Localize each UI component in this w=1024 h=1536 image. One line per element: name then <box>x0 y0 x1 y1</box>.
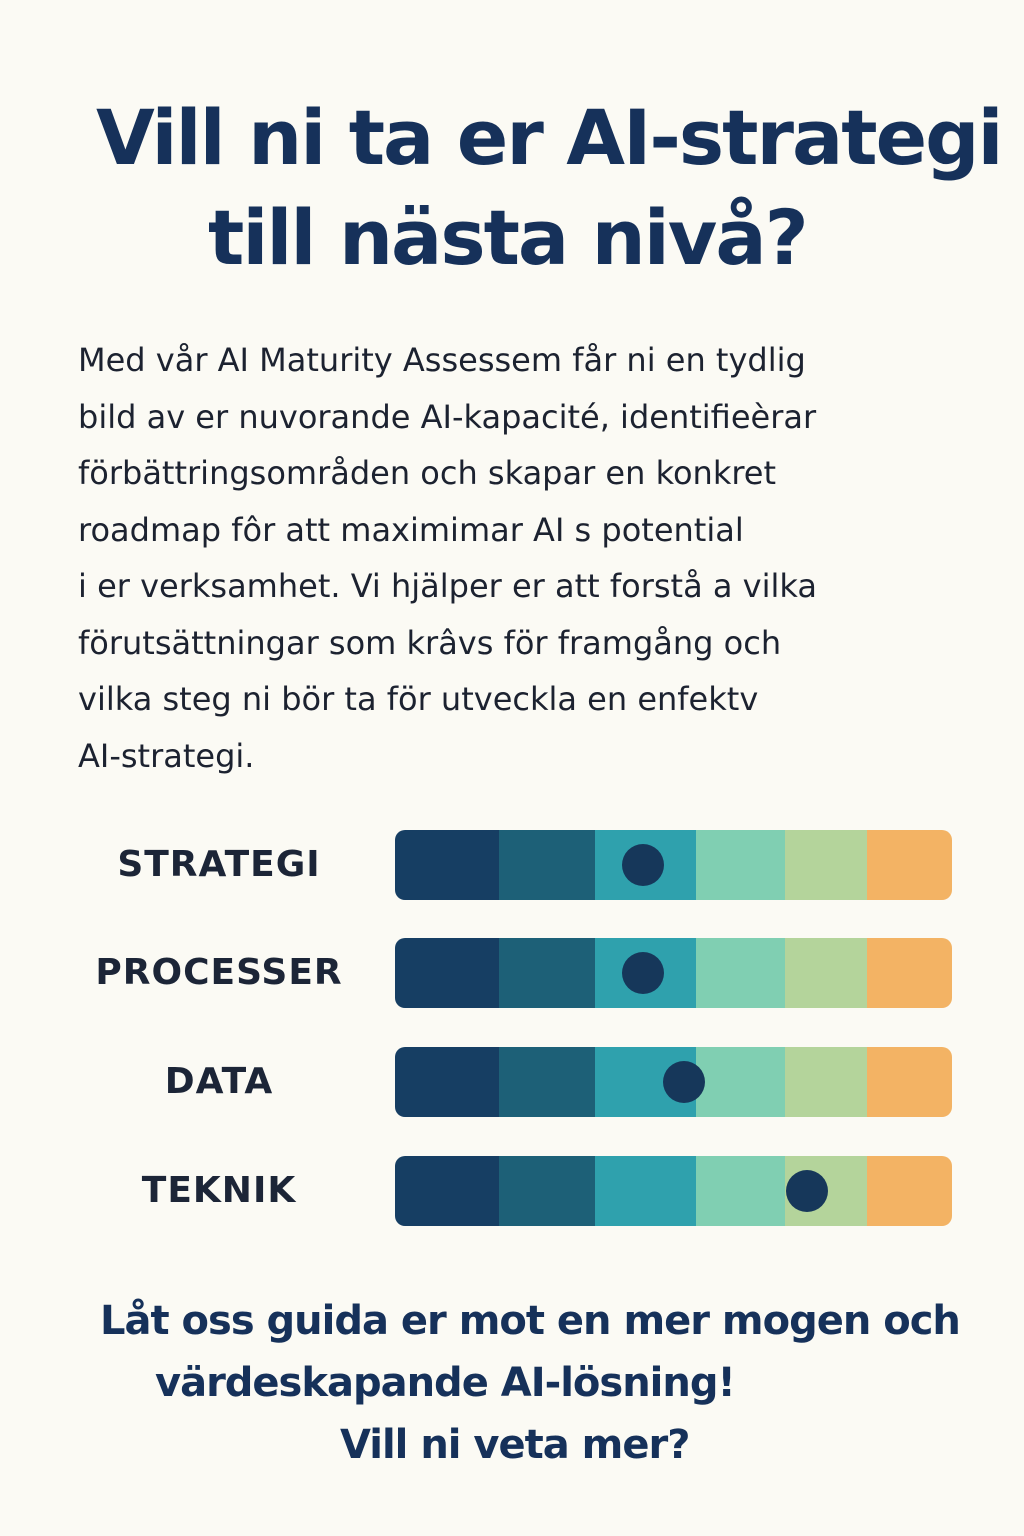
cta-line-1: Låt oss guida er mot en mer mogen och <box>100 1298 960 1344</box>
headline-line-2: till nästa nivå? <box>208 193 807 282</box>
maturity-level-marker <box>622 952 664 994</box>
body-line: förbättringsområden och skapar en konkret <box>78 454 777 492</box>
body-line: Med vår AI Maturity Assessem får ni en tydlig <box>78 341 806 379</box>
scale-segment <box>499 830 595 900</box>
scale-segment <box>595 1156 696 1226</box>
scale-segment <box>696 938 785 1008</box>
maturity-row-strategi <box>0 830 1024 900</box>
body-line: förutsättningar som krâvs för framgång och <box>78 623 782 662</box>
maturity-label: PROCESSER <box>95 952 343 993</box>
headline-line-1: Vill ni ta er AI-strategi <box>96 93 1002 182</box>
scale-segment <box>696 830 785 900</box>
call-to-action <box>0 1290 1024 1476</box>
maturity-row-data <box>0 1047 1024 1117</box>
scale-segment <box>696 1047 785 1117</box>
scale-segment <box>785 1047 867 1117</box>
scale-segment <box>867 830 952 900</box>
scale-segment <box>867 1156 952 1226</box>
cta-line-2: värdeskapande AI-lösning! <box>155 1360 735 1406</box>
maturity-scale-bar <box>395 830 952 900</box>
cta-line-3: Vill ni veta mer? <box>340 1422 690 1468</box>
maturity-level-marker <box>663 1061 705 1103</box>
scale-segment <box>867 938 952 1008</box>
body-line: i er verksamhet. Vi hjälper er att forstå a vilka <box>78 567 817 605</box>
scale-segment <box>499 1156 595 1226</box>
scale-segment <box>499 1047 595 1117</box>
scale-segment <box>395 938 499 1008</box>
scale-segment <box>395 1047 499 1117</box>
body-line: bild av er nuvorande AI-kapacité, identifieèrar <box>78 397 817 436</box>
maturity-scale-bar <box>395 1156 952 1226</box>
body-line: vilka steg ni bör ta för utveckla en enfektv <box>78 680 759 718</box>
scale-segment <box>499 938 595 1008</box>
maturity-level-marker <box>786 1170 828 1212</box>
maturity-row-teknik <box>0 1156 1024 1226</box>
scale-segment <box>696 1156 785 1226</box>
scale-segment <box>785 830 867 900</box>
maturity-scale-bar <box>395 938 952 1008</box>
scale-segment <box>785 938 867 1008</box>
scale-segment <box>395 830 499 900</box>
body-line: AI-strategi. <box>78 736 255 775</box>
maturity-level-marker <box>622 844 664 886</box>
body-paragraph <box>78 332 978 784</box>
scale-segment <box>395 1156 499 1226</box>
maturity-label: DATA <box>164 1061 274 1102</box>
maturity-scale-bar <box>395 1047 952 1117</box>
headline <box>0 88 1024 288</box>
scale-segment <box>867 1047 952 1117</box>
maturity-label: TEKNIK <box>141 1170 297 1211</box>
body-line: roadmap fôr att maximimar AI s potential <box>78 510 744 549</box>
maturity-row-processer <box>0 938 1024 1008</box>
maturity-label: STRATEGI <box>117 844 321 885</box>
